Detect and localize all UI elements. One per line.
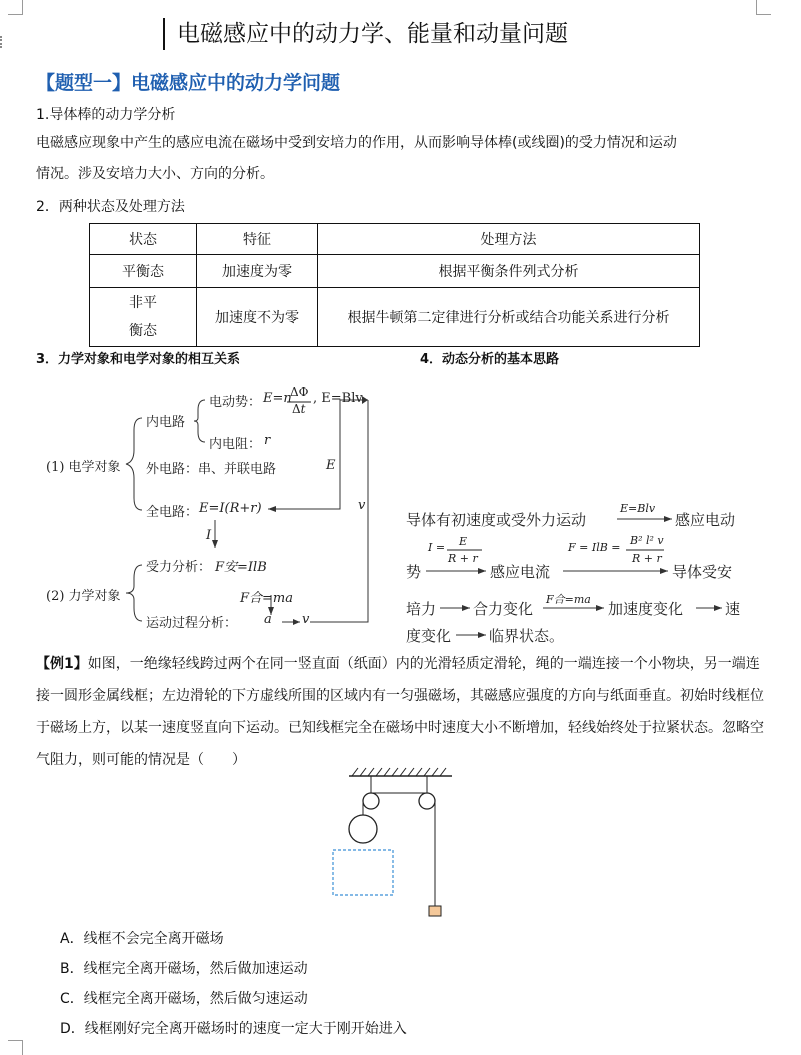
table-header-cell: 特征 [197,224,318,255]
arrowhead [478,568,486,574]
d4-line2-b: 感应电流 [490,563,551,581]
table-cell: 根据平衡条件列式分析 [318,255,700,288]
d4-formula-F-den: R + r [632,552,662,565]
d4-formula-F-head: F = IlB = [568,541,621,554]
emf-formula-head: E=n [263,391,292,406]
example-label: 【例1】 [36,656,88,672]
d4-line3-b: 合力变化 [473,600,534,618]
table-header-cell: 状态 [90,224,197,255]
full-circuit-formula: E=I(R+r) [199,501,262,516]
label-a: a [264,612,272,627]
paragraph-line: 电磁感应现象中产生的感应电流在磁场中受到安培力的作用，从而影响导体棒(或线圈)的受力情况和运动 [36,135,677,151]
arrowhead [268,506,276,512]
label-v: v [302,612,310,627]
table-cell: 加速度为零 [197,255,318,288]
label-emf: 电动势： [209,395,262,410]
d4-formula-F-num: B² l² v [630,534,664,547]
d4-formula-Fhe: F合=ma [546,593,591,606]
table-cell: 加速度不为零 [197,288,318,347]
page-title: 电磁感应中的动力学、能量和动量问题 [163,18,568,50]
label-force-analysis: 受力分析： [146,560,212,575]
small-block [429,906,441,916]
label-mech-object: (2) 力学对象 [46,589,121,604]
arrowhead [212,540,218,548]
d4-line3-c: 加速度变化 [608,600,684,618]
label-I: I [206,528,212,543]
example-1 [36,648,766,776]
arrowhead [714,605,722,611]
arrowhead [293,619,300,625]
d4-line1-a: 导体有初速度或受外力运动 [406,511,587,529]
emf-numerator: ΔΦ [290,385,309,399]
option-c: C．线框完全离开磁场，然后做匀速运动 [60,991,308,1007]
example-text: 如图，一绝缘轻线跨过两个在同一竖直面（纸面）内的光滑轻质定滑轮，绳的一端连接一个小物块，另一端连接一圆形金属线框；左边滑轮的下方虚线所围的区域内有一匀强磁场，其磁感应强度的方向与纸面垂直。初始时线框位于磁场上方，以某一速度竖直向下运动。已知线框完全在磁场中时速度大小不断增加，轻线始终处于拉紧状态。忽略空气阻力，则可能的情况是（ ） [36,656,764,768]
d4-line4-a: 度变化 [406,627,452,645]
option-d: D．线框刚好完全离开磁场时的速度一定大于刚开始进入 [60,1021,407,1037]
label-full-circuit: 全电路： [146,505,199,520]
d4-formula-I-num: E [459,535,468,548]
emf-formula-tail: , E=Blv [313,391,363,406]
label-outer-circuit: 外电路：串、并联电路 [146,462,277,477]
subheading-2: 2．两种状态及处理方法 [36,199,185,215]
label-v-side: v [358,498,366,513]
left-pulley [363,793,379,809]
d4-line2-c: 导体受安 [672,563,733,581]
magnetic-field-region [333,850,393,895]
table-cell: 根据牛顿第二定律进行分析或结合功能关系进行分析 [318,288,700,347]
arrowhead [478,632,486,638]
d4-line1-b: 感应电动 [675,511,736,529]
table-cell: 平衡态 [90,255,197,288]
arrowhead [660,568,668,574]
right-pulley [419,793,435,809]
label-inner-circuit: 内电路 [146,415,186,430]
option-b: B．线框完全离开磁场，然后做加速运动 [60,961,308,977]
subheading-3: 3．力学对象和电学对象的相互关系 [36,352,241,367]
table-cell-line: 衡态 [129,323,157,339]
paragraph-line: 情况。涉及安培力大小、方向的分析。 [36,166,274,182]
arrowhead [664,516,672,522]
d4-formula-emf: E=Blv [620,502,656,515]
table-header-cell: 处理方法 [318,224,700,255]
pulley-figure [333,768,452,916]
section-heading: 【题型一】电磁感应中的动力学问题 [36,72,341,94]
label-electric-object: (1) 电学对象 [46,460,121,475]
subheading-4: 4．动态分析的基本思路 [420,352,560,367]
arrowhead [596,605,604,611]
brace-mech [126,565,142,621]
formula-F-an: F安=IlB [215,560,267,575]
coil-frame [349,815,377,843]
emf-denominator: Δt [292,402,306,416]
loop-E [268,400,368,509]
label-motion-analysis: 运动过程分析： [146,616,238,631]
label-internal-resistance: 内电阻： [209,437,262,452]
subheading-1: 1.导体棒的动力学分析 [36,107,176,123]
brace-electric [126,418,142,510]
table-cell-line: 非平 [129,295,157,311]
d4-line2-a: 势 [406,563,422,581]
formula-F-he: F合=ma [240,591,293,606]
d4-formula-I-head: I = [428,541,446,554]
d4-line3-a: 培力 [406,600,437,618]
arrowhead [462,605,470,611]
option-a: A．线框不会完全离开磁场 [60,931,224,947]
d4-line4-b: 临界状态。 [489,627,565,645]
d4-line3-d: 速 [725,600,741,618]
label-r: r [264,433,271,448]
brace-inner [194,400,205,442]
d4-formula-I-den: R + r [448,552,478,565]
label-E-side: E [326,458,336,473]
